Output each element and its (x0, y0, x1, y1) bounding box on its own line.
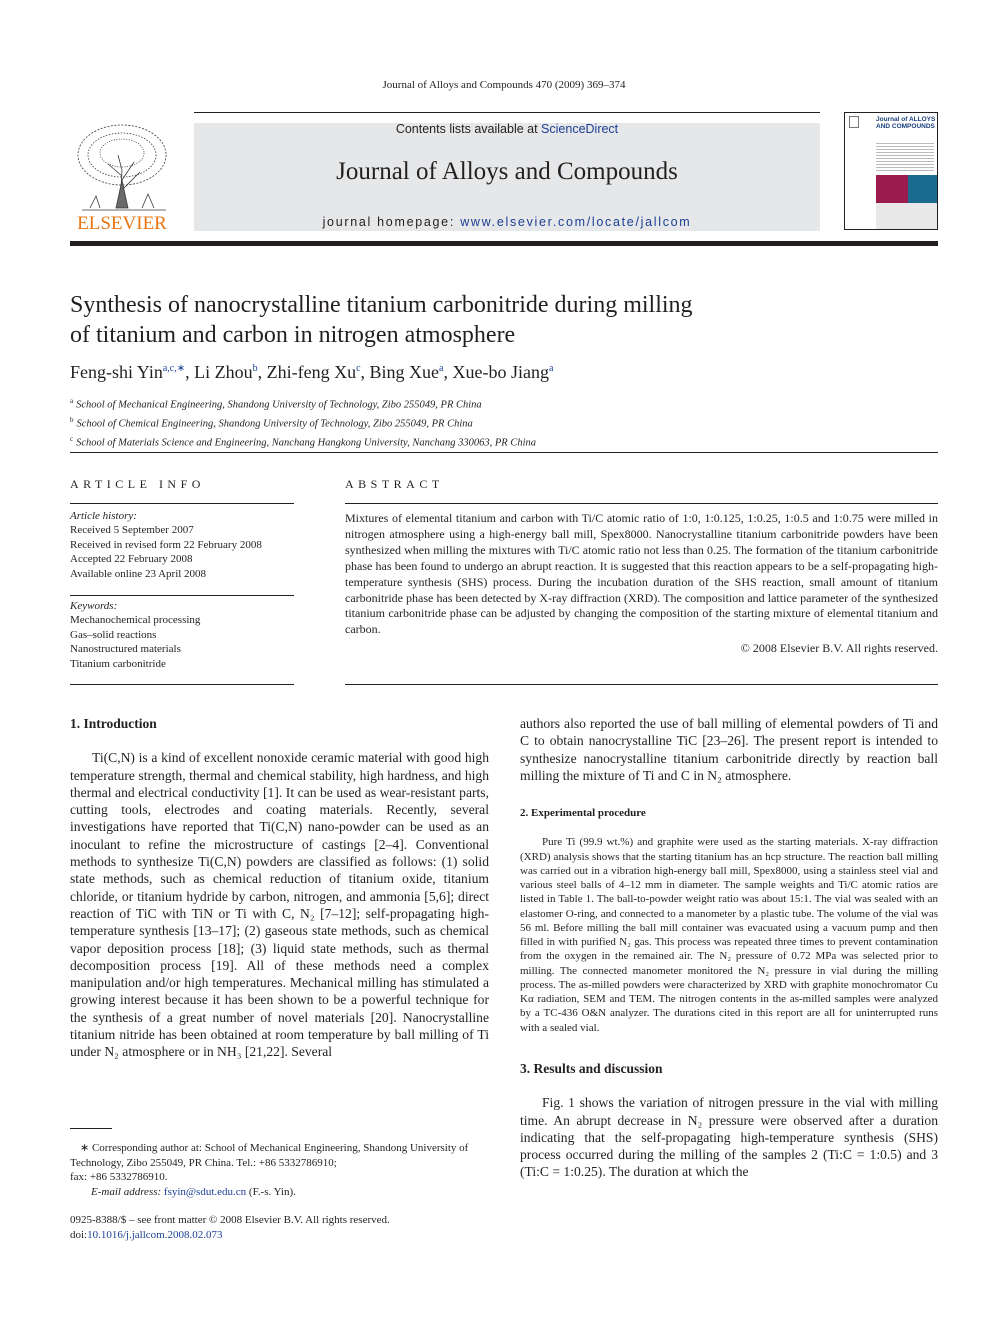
keywords-rule (70, 595, 294, 596)
intro-paragraph: Ti(C,N) is a kind of excellent nonoxide ceramic material with good high temperature strength, thermal and chemical stability, high hardness, and high thermal and electrical conductivity [1]. It can be used as wear-resistant parts, cutting tools, electrodes and coating materials. Recently, several investigations have reported that Ti(C,N) nano-powder can be used as an inoculant to refine the microstructure of castings [2–4]. Conventional methods to synthesize Ti(C,N) powders are classified as follows: (1) solid state methods, such as chemical reduction of titanium oxide, titanium chloride, or titanium hydride by carbon, nitrogen, and ammonia [5,6]; direct reaction of TiC with TiN or Ti with C, N₂ [7–12]; self-propagating high-temperature synthesis [13–17]; (2) gaseous state methods, such as chemical vapor deposition process [18]; (3) liquid state methods, such as thermal decomposition process [19]. All of these methods need a complex manipulation and/or high temperatures. Mechanical milling has stimulated a growing interest because it has been shown to be a powerful technique for the synthesis of a great number of novel materials [20]. Nanocrystalline titanium nitride has been obtained at room temperature by ball milling of Ti under N₂ atmosphere or in NH₃ [21,22]. Several (70, 750, 489, 1060)
affiliation-item: $^a$ School of Mechanical Engineering, Shandong University of Technology, Zibo 255049, PR China (70, 397, 482, 411)
article-info-heading: ARTICLE INFO (70, 477, 205, 491)
front-matter (70, 1213, 390, 1242)
affiliation-rule (70, 452, 938, 453)
intro-paragraph-continued: authors also reported the use of ball milling of elemental powders of Ti and C to obtain nanocrystalline TiC [23–26]. The present report is intended to synthesize nanocrystalline titanium carbonitride directly by reaction ball milling the mixture of Ti and C in N₂ atmosphere. (520, 716, 938, 783)
author[interactable]: Xue-bo Jiang$^a$ (452, 362, 554, 382)
journal-reference: Journal of Alloys and Compounds 470 (2009) 369–374 (382, 79, 626, 91)
article-title-line2: of titanium and carbon in nitrogen atmosphere (70, 322, 516, 348)
corresponding-author-footnote (70, 1141, 490, 1199)
author[interactable]: Feng-shi Yin$^{a,c,∗}$, (70, 362, 195, 382)
sciencedirect-link[interactable]: ScienceDirect (541, 122, 619, 136)
contents-line (194, 122, 820, 136)
article-history (70, 509, 294, 581)
article-title (70, 290, 830, 350)
history-item: Received in revised form 22 February 2008 (70, 538, 262, 551)
history-label: Article history: (70, 510, 137, 522)
article-info-rule (70, 503, 294, 504)
keywords-label: Keywords: (70, 600, 118, 612)
issn-line: 0925-8388/$ – see front matter © 2008 Elsevier B.V. All rights reserved. (70, 1214, 390, 1226)
journal-title: Journal of Alloys and Compounds (336, 158, 678, 185)
doi-link[interactable]: 10.1016/j.jallcom.2008.02.073 (87, 1228, 223, 1241)
author-list (70, 362, 553, 383)
abstract (345, 511, 938, 657)
article-info-bottom-rule (70, 684, 294, 685)
contents-prefix: Contents lists available at (395, 122, 542, 136)
keywords (70, 599, 294, 671)
email-label: E-mail address: (91, 1185, 164, 1198)
footnote-rule (70, 1128, 112, 1129)
history-item: Available online 23 April 2008 (70, 567, 207, 580)
footnote-fax: fax: +86 5332786910. (70, 1171, 168, 1184)
abstract-copyright: © 2008 Elsevier B.V. All rights reserved. (740, 641, 938, 656)
cover-text-lines (876, 141, 934, 171)
author[interactable]: Li Zhou$^b$, (194, 362, 267, 382)
cover-magenta-block (876, 175, 908, 203)
affiliation-item: $^b$ School of Chemical Engineering, Shandong University of Technology, Zibo 255049, PR China (70, 416, 473, 430)
email-suffix: (F.-s. Yin). (246, 1185, 296, 1198)
keyword-item: Nanostructured materials (70, 643, 181, 656)
history-item: Received 5 September 2007 (70, 524, 194, 537)
history-item: Accepted 22 February 2008 (70, 553, 193, 566)
footnote-email-line (70, 1185, 490, 1200)
doi-line (70, 1228, 390, 1243)
abstract-heading: ABSTRACT (345, 477, 444, 491)
homepage-link[interactable]: www.elsevier.com/locate/jallcom (460, 215, 692, 229)
right-column (520, 715, 938, 1181)
keyword-item: Gas–solid reactions (70, 628, 157, 641)
experimental-paragraph: Pure Ti (99.9 wt.%) and graphite were used as the starting materials. X-ray diffraction (XRD) analysis shows that the starting titanium has an hcp structure. The reaction ball milling was carried out in a vibration high-energy ball mill, Spex8000, using a stainless steel vial and various steel balls of 4–12 mm in diameter. The sample weights and Ti/C atomic ratios are listed in Table 1. The ball-to-powder weight ratio was about 15:1. The vial was sealed with an elastomer O-ring, and connected to a manometer by a plastic tube. The volume of the vial was 56 ml. Before milling the ball mill container was evacuated using a vacuum pump and then filled in with purified N₂ gas. This process was repeated three times to prevent contamination from the oxygen in the remained air. The N₂ pressure of 0.72 MPa was selected prior to milling. The connected manometer monitored the N₂ pressure in vial during the milling process. The as-milled powders were characterized by XRD with graphite monochromator Cu Kα radiation, SEM and TEM. The nitrogen contents in the as-milled samples were analyzed by a TC-436 O&N analyzer. The durations cited in this report are all for uninterrupted runs with a sealed vial. (520, 836, 938, 1034)
cover-teal-block (908, 175, 938, 203)
author[interactable]: Zhi-feng Xu$^c$, (266, 362, 370, 382)
journal-homepage (194, 215, 820, 229)
affiliation-item: $^c$ School of Materials Science and Engineering, Nanchang Hangkong University, Nanchang 330063, PR China (70, 435, 537, 449)
abstract-text: Mixtures of elemental titanium and carbon with Ti/C atomic ratio of 1:0, 1:0.125, 1:0.25, 1:0.5 and 1:0.75 were milled in nitrogen atmosphere using a high-energy ball mill, Spex8000. Nanocrystalline titanium carbonitride powders have been synthesized when milling the mixtures with Ti/C atomic ratio not less than 0.25. The formation of the titanium carbonitride phase has been found to undergo an abrupt reaction. It is suggested that this reaction appears to be a self-propagating high-temperature synthesis (SHS) process. During the incubation duration of the SHS reaction, small amount of titanium carbonitride phase has been detected by X-ray diffraction (XRD). The composition and lattice parameter of the synthesized titanium carbonitride phase can be adjusted by changing the composition of the starting mixture of elemental titanium and carbon. (345, 511, 938, 637)
elsevier-tree-icon (70, 120, 174, 232)
cover-grey-block (876, 203, 938, 230)
left-column (70, 715, 489, 1061)
abstract-bottom-rule (345, 684, 938, 685)
author[interactable]: Bing Xue$^a$, (369, 362, 453, 382)
footnote-corresponding: ∗ Corresponding author at: School of Mechanical Engineering, Shandong University of Technology, Zibo 255049, PR China. Tel.: +86 5332786910; (70, 1142, 469, 1169)
article-title-line1: Synthesis of nanocrystalline titanium carbonitride during milling (70, 292, 693, 318)
homepage-prefix: journal homepage: (322, 215, 461, 229)
abstract-rule (345, 503, 938, 504)
header-top-rule (194, 112, 820, 113)
email-link[interactable]: fsyin@sdut.edu.cn (163, 1185, 247, 1198)
section-heading-results: 3. Results and discussion (520, 1060, 663, 1076)
keyword-item: Mechanochemical processing (70, 614, 201, 627)
doi-label: doi: (70, 1228, 88, 1241)
affiliations (70, 394, 536, 451)
elsevier-logo (70, 120, 174, 232)
header-thick-rule (70, 241, 938, 246)
journal-cover (844, 112, 938, 230)
cover-title: Journal of ALLOYS AND COMPOUNDS (876, 116, 936, 130)
results-paragraph: Fig. 1 shows the variation of nitrogen pressure in the vial with milling time. An abrupt decrease in N₂ pressure were observed after a duration indicating that the self-propagating high-temperature synthesis (SHS) process occurred during the milling of the samples 2 (Ti:C = 1:0.5) and 3 (Ti:C = 1:0.25). The duration at which the (520, 1095, 938, 1180)
keyword-item: Titanium carbonitride (70, 657, 166, 670)
elsevier-logo-text: ELSEVIER (77, 213, 167, 232)
cover-elsevier-icon (849, 116, 859, 128)
section-heading-introduction: 1. Introduction (70, 716, 157, 731)
section-heading-experimental: 2. Experimental procedure (520, 807, 646, 820)
